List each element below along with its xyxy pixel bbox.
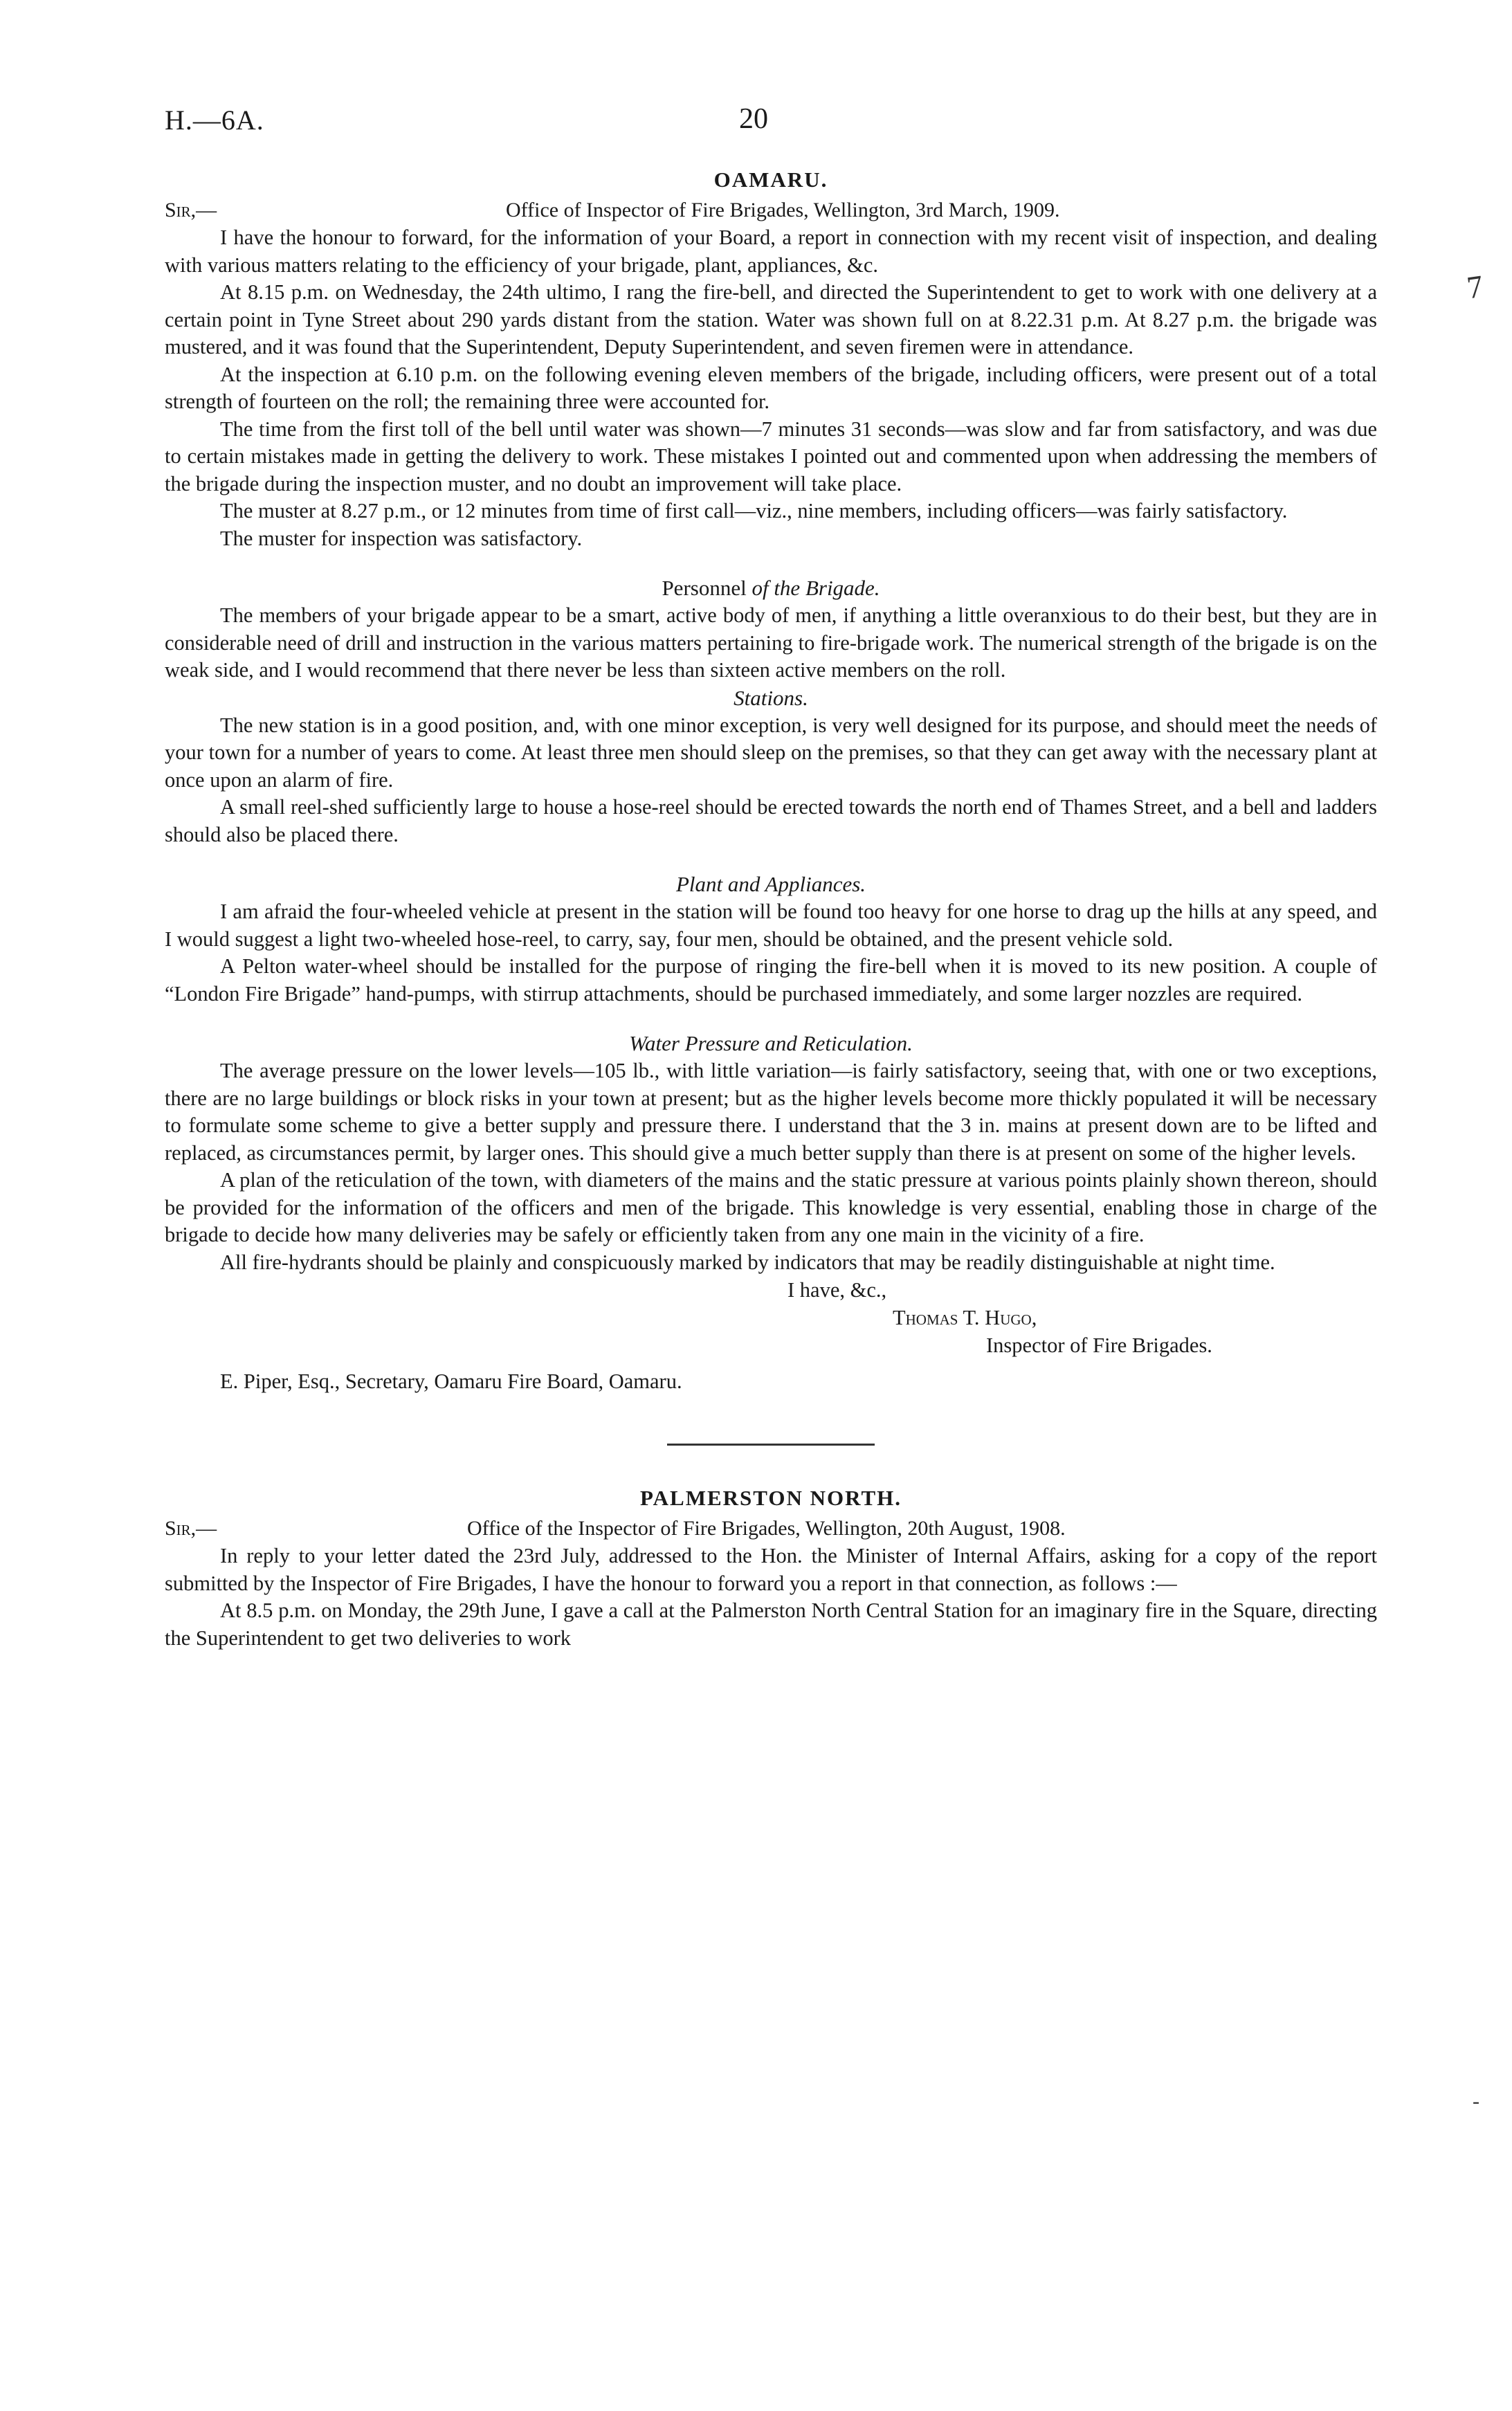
signoff-name: Thomas T. Hugo, <box>893 1306 1037 1329</box>
signoff-closing: I have, &c., <box>787 1278 887 1302</box>
margin-mark-top: 7 <box>1464 268 1486 306</box>
palmerston-paragraph: At 8.5 p.m. on Monday, the 29th June, I gave a call at the Palmerston North Central Station for an imaginary fire in the Square, directing the Superintendent to get two deliveries to work <box>165 1599 1377 1650</box>
oamaru-signoff <box>165 1276 1377 1362</box>
subhead-water-text: Water Pressure and Reticulation. <box>629 1031 913 1055</box>
water-paragraph: A plan of the reticulation of the town, with diameters of the mains and the static pressure at various points plainly shown thereon, should be provided for the information of the officers and men of the brigade. This knowledge is very essential, enabling those in charge of the brigade to decide how many deliveries may be safely or efficiently taken from any one main in the vicinity of a fire. <box>165 1168 1377 1246</box>
plant-paragraph: A Pelton water-wheel should be installed for the purpose of ringing the fire-bell when it is moved to its new position. A couple of “London Fire Brigade” hand-pumps, with stirrup attachments, should be purchased immediately, and some larger nozzles are required. <box>165 954 1377 1006</box>
subhead-stations <box>165 684 1377 712</box>
oamaru-paragraph: I have the honour to forward, for the information of your Board, a report in connection with my recent visit of inspection, and dealing with various matters relating to the efficiency of your brigade, plant, appliances, &c. <box>165 226 1377 277</box>
margin-mark-bottom: - <box>1473 2090 1479 2113</box>
running-head <box>165 97 1377 152</box>
palmerston-salutation-line <box>165 1515 1377 1543</box>
water-paragraph: All fire-hydrants should be plainly and conspicuously marked by indicators that may be readily distinguishable at night time. <box>220 1250 1275 1274</box>
oamaru-salutation: Sir,— <box>165 199 217 221</box>
palmerston-paragraph: In reply to your letter dated the 23rd July, addressed to the Hon. the Minister of Internal Affairs, asking for a copy of the report submitted by the Inspector of Fire Brigades, I have the honour to forward you a report in that connection, as follows :— <box>165 1544 1377 1595</box>
subhead-water <box>165 1030 1377 1057</box>
subhead-plant <box>165 871 1377 898</box>
page-number: 20 <box>739 103 768 135</box>
plant-paragraph: I am afraid the four-wheeled vehicle at present in the station will be found too heavy for one horse to drag up the hills at any speed, and I would suggest a light two-wheeled hose-reel, to carry, say, four men, should be obtained, and the present vehicle sold. <box>165 900 1377 951</box>
personnel-paragraph: The members of your brigade appear to be a smart, active body of men, if anything a little overanxious to do their best, but they are in considerable need of drill and instruction in the various matters pertaining to fire-brigade work. The numerical strength of the brigade is on the weak side, and I would recommend that there never be less than sixteen active members on the roll. <box>165 603 1377 682</box>
subhead-personnel <box>165 574 1377 602</box>
signoff-title: Inspector of Fire Brigades. <box>986 1334 1212 1357</box>
oamaru-office-line: Office of Inspector of Fire Brigades, Wellington, 3rd March, 1909. <box>506 199 1060 221</box>
subhead-plant-text: Plant and Appliances. <box>675 872 866 896</box>
section-title-oamaru: OAMARU. <box>713 167 828 192</box>
oamaru-salutation-line <box>165 197 1377 224</box>
palmerston-salutation: Sir,— <box>165 1517 217 1540</box>
subhead-personnel-italic: of the Brigade. <box>752 576 880 600</box>
palmerston-office-line: Office of the Inspector of Fire Brigades, Wellington, 20th August, 1908. <box>467 1517 1066 1540</box>
oamaru-paragraph: The muster for inspection was satisfactory. <box>220 526 583 550</box>
oamaru-paragraph: At the inspection at 6.10 p.m. on the following evening eleven members of the brigade, including officers, were present out of a total strength of fourteen on the roll; the remaining three were accounted for. <box>165 362 1377 413</box>
subhead-personnel-plain: Personnel <box>662 576 752 600</box>
oamaru-paragraph: The time from the first toll of the bell until water was shown—7 minutes 31 seconds—was slow and far from satisfactory, and was due to certain mistakes made in getting the delivery to work. These mistakes I pointed out and commented upon when addressing the members of the brigade during the inspection muster, and no doubt an improvement will take place. <box>165 417 1377 495</box>
document-page <box>165 97 1377 1652</box>
stations-paragraph: A small reel-shed sufficiently large to house a hose-reel should be erected towards the north end of Thames Street, and a bell and ladders should also be placed there. <box>165 795 1377 846</box>
water-paragraph: The average pressure on the lower levels—105 lb., with little variation—is fairly satisfactory, seeing that, with one or two exceptions, there are no large buildings or block risks in your town at present; but as the higher levels become more thickly populated it will be necessary to formulate some scheme to give a better supply and pressure there. I understand that the 3 in. mains at present down are to be lifted and replaced, as circumstances permit, by larger ones. This should give a much better supply than there is at present on some of the higher levels. <box>165 1059 1377 1165</box>
oamaru-addressee: E. Piper, Esq., Secretary, Oamaru Fire Board, Oamaru. <box>220 1370 682 1393</box>
subhead-stations-text: Stations. <box>734 685 808 710</box>
oamaru-paragraph: At 8.15 p.m. on Wednesday, the 24th ultimo, I rang the fire-bell, and directed the Superintendent to get to work with one delivery at a certain point in Tyne Street about 290 yards distant from the station. Water was shown full on at 8.22.31 p.m. At 8.27 p.m. the brigade was mustered, and it was found that the Superintendent, Deputy Superintendent, and seven firemen were in attendance. <box>165 280 1377 358</box>
oamaru-paragraph: The muster at 8.27 p.m., or 12 minutes from time of first call—viz., nine members, including officers—was fairly satisfactory. <box>220 499 1288 522</box>
stations-paragraph: The new station is in a good position, and, with one minor exception, is very well designed for its purpose, and should meet the needs of your town for a number of years to come. At least three men should sleep on the premises, so that they can get away with the necessary plant at once upon an alarm of fire. <box>165 713 1377 792</box>
page-code: H.—6A. <box>165 104 264 136</box>
section-title-palmerston-north: PALMERSTON NORTH. <box>640 1486 902 1510</box>
